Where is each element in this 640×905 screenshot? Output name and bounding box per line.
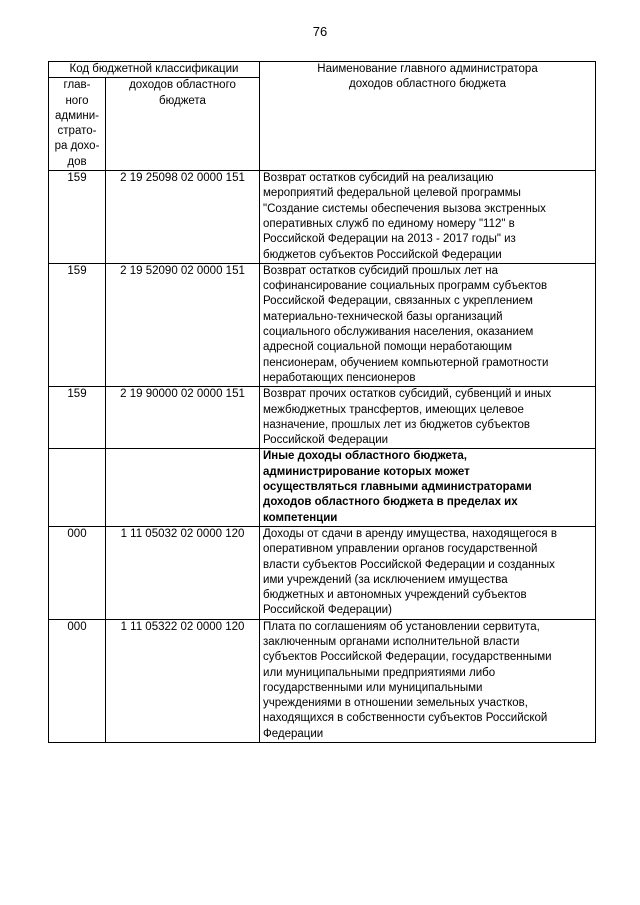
name-line: Российской Федерации, связанных с укреплением <box>263 295 533 308</box>
header-admin-line: глав- <box>63 79 91 92</box>
name-line: Плата по соглашениям об установлении сервитута, <box>263 620 540 633</box>
section-heading-line: администрирование которых может <box>263 465 470 478</box>
name-line: Доходы от сдачи в аренду имущества, находящегося в <box>263 527 557 540</box>
table-row <box>49 387 596 449</box>
name-line: ими учреждений (за исключением имущества <box>263 573 508 586</box>
header-admin-line: дов <box>67 155 87 168</box>
section-heading-line: компетенции <box>263 511 338 524</box>
header-admin-line: админи- <box>54 109 100 122</box>
admin-code-cell: 159 <box>49 263 106 386</box>
header-income-line: бюджета <box>159 94 206 107</box>
table-row <box>49 263 596 386</box>
page-number: 76 <box>312 24 328 39</box>
name-line: пенсионерам, обучением компьютерной грамотности <box>263 356 549 369</box>
name-line: "Создание системы обеспечения вызова экстренных <box>263 202 546 215</box>
income-name-cell <box>260 171 596 264</box>
name-line: оперативном управлении органов государственной <box>263 543 538 556</box>
name-line: находящихся в собственности субъектов Российской <box>263 712 548 725</box>
name-line: Российской Федерации на 2013 - 2017 годы" из <box>263 233 516 246</box>
name-line: заключенным органами исполнительной власти <box>263 635 520 648</box>
header-name-line: доходов областного бюджета <box>349 78 506 91</box>
header-admin-line: ного <box>65 94 89 107</box>
name-line: адресной социальной помощи неработающим <box>263 341 513 354</box>
name-line: бюджетных и автономных учреждений субъектов <box>263 589 527 602</box>
name-line: или муниципальными предприятиями либо <box>263 666 496 679</box>
admin-code-cell: 159 <box>49 171 106 264</box>
name-line: материально-технической базы организаций <box>263 310 503 323</box>
name-line: Российской Федерации <box>263 434 389 447</box>
name-line: Возврат остатков субсидий на реализацию <box>263 172 494 185</box>
budget-classification-table <box>48 61 596 743</box>
income-name-cell <box>260 619 596 742</box>
name-line: назначение, прошлых лет из бюджетов субъектов <box>263 418 531 431</box>
header-administrator-name <box>260 62 596 171</box>
name-line: Возврат остатков субсидий прошлых лет на <box>263 264 499 277</box>
section-heading-cell <box>260 449 596 526</box>
name-line: Федерации <box>263 727 324 740</box>
section-heading-line: осуществляться главными администраторами <box>263 481 532 494</box>
income-name-cell <box>260 526 596 619</box>
name-line: власти субъектов Российской Федерации и созданных <box>263 558 555 571</box>
name-line: оперативных служб по единому номеру "112" в <box>263 217 515 230</box>
admin-code-cell: 159 <box>49 387 106 449</box>
name-line: неработающих пенсионеров <box>263 371 416 384</box>
header-chief-administrator <box>49 78 106 171</box>
header-regional-income <box>106 78 260 171</box>
table-row <box>49 619 596 742</box>
name-line: Российской Федерации) <box>263 604 392 617</box>
table-header-row <box>49 62 596 78</box>
income-code-cell: 2 19 90000 02 0000 151 <box>106 387 260 449</box>
income-code-cell: 2 19 25098 02 0000 151 <box>106 171 260 264</box>
header-income-line: доходов областного <box>129 79 236 92</box>
income-name-cell <box>260 387 596 449</box>
section-heading-line: доходов областного бюджета в пределах их <box>263 496 518 509</box>
header-admin-line: страто- <box>57 125 97 138</box>
name-line: софинансирование социальных программ субъектов <box>263 280 548 293</box>
name-line: субъектов Российской Федерации, государственными <box>263 651 552 664</box>
name-line: Возврат прочих остатков субсидий, субвенций и иных <box>263 388 552 401</box>
table-row <box>49 171 596 264</box>
table-row <box>49 526 596 619</box>
admin-code-cell: 000 <box>49 526 106 619</box>
income-code-cell <box>106 449 260 526</box>
name-line: учреждениями в отношении земельных участков, <box>263 697 528 710</box>
name-line: бюджетов субъектов Российской Федерации <box>263 248 502 261</box>
header-admin-line: ра дохо- <box>54 140 100 153</box>
income-code-cell: 1 11 05032 02 0000 120 <box>106 526 260 619</box>
section-heading-row <box>49 449 596 526</box>
name-line: межбюджетных трансфертов, имеющих целевое <box>263 403 524 416</box>
section-heading-line: Иные доходы областного бюджета, <box>263 450 467 463</box>
header-budget-code-group: Код бюджетной классификации <box>49 62 260 78</box>
admin-code-cell <box>49 449 106 526</box>
income-name-cell <box>260 263 596 386</box>
name-line: мероприятий федеральной целевой программы <box>263 187 521 200</box>
income-code-cell: 2 19 52090 02 0000 151 <box>106 263 260 386</box>
name-line: социального обслуживания населения, оказанием <box>263 326 534 339</box>
income-code-cell: 1 11 05322 02 0000 120 <box>106 619 260 742</box>
name-line: государственными или муниципальными <box>263 681 483 694</box>
header-name-line: Наименование главного администратора <box>317 63 538 75</box>
admin-code-cell: 000 <box>49 619 106 742</box>
